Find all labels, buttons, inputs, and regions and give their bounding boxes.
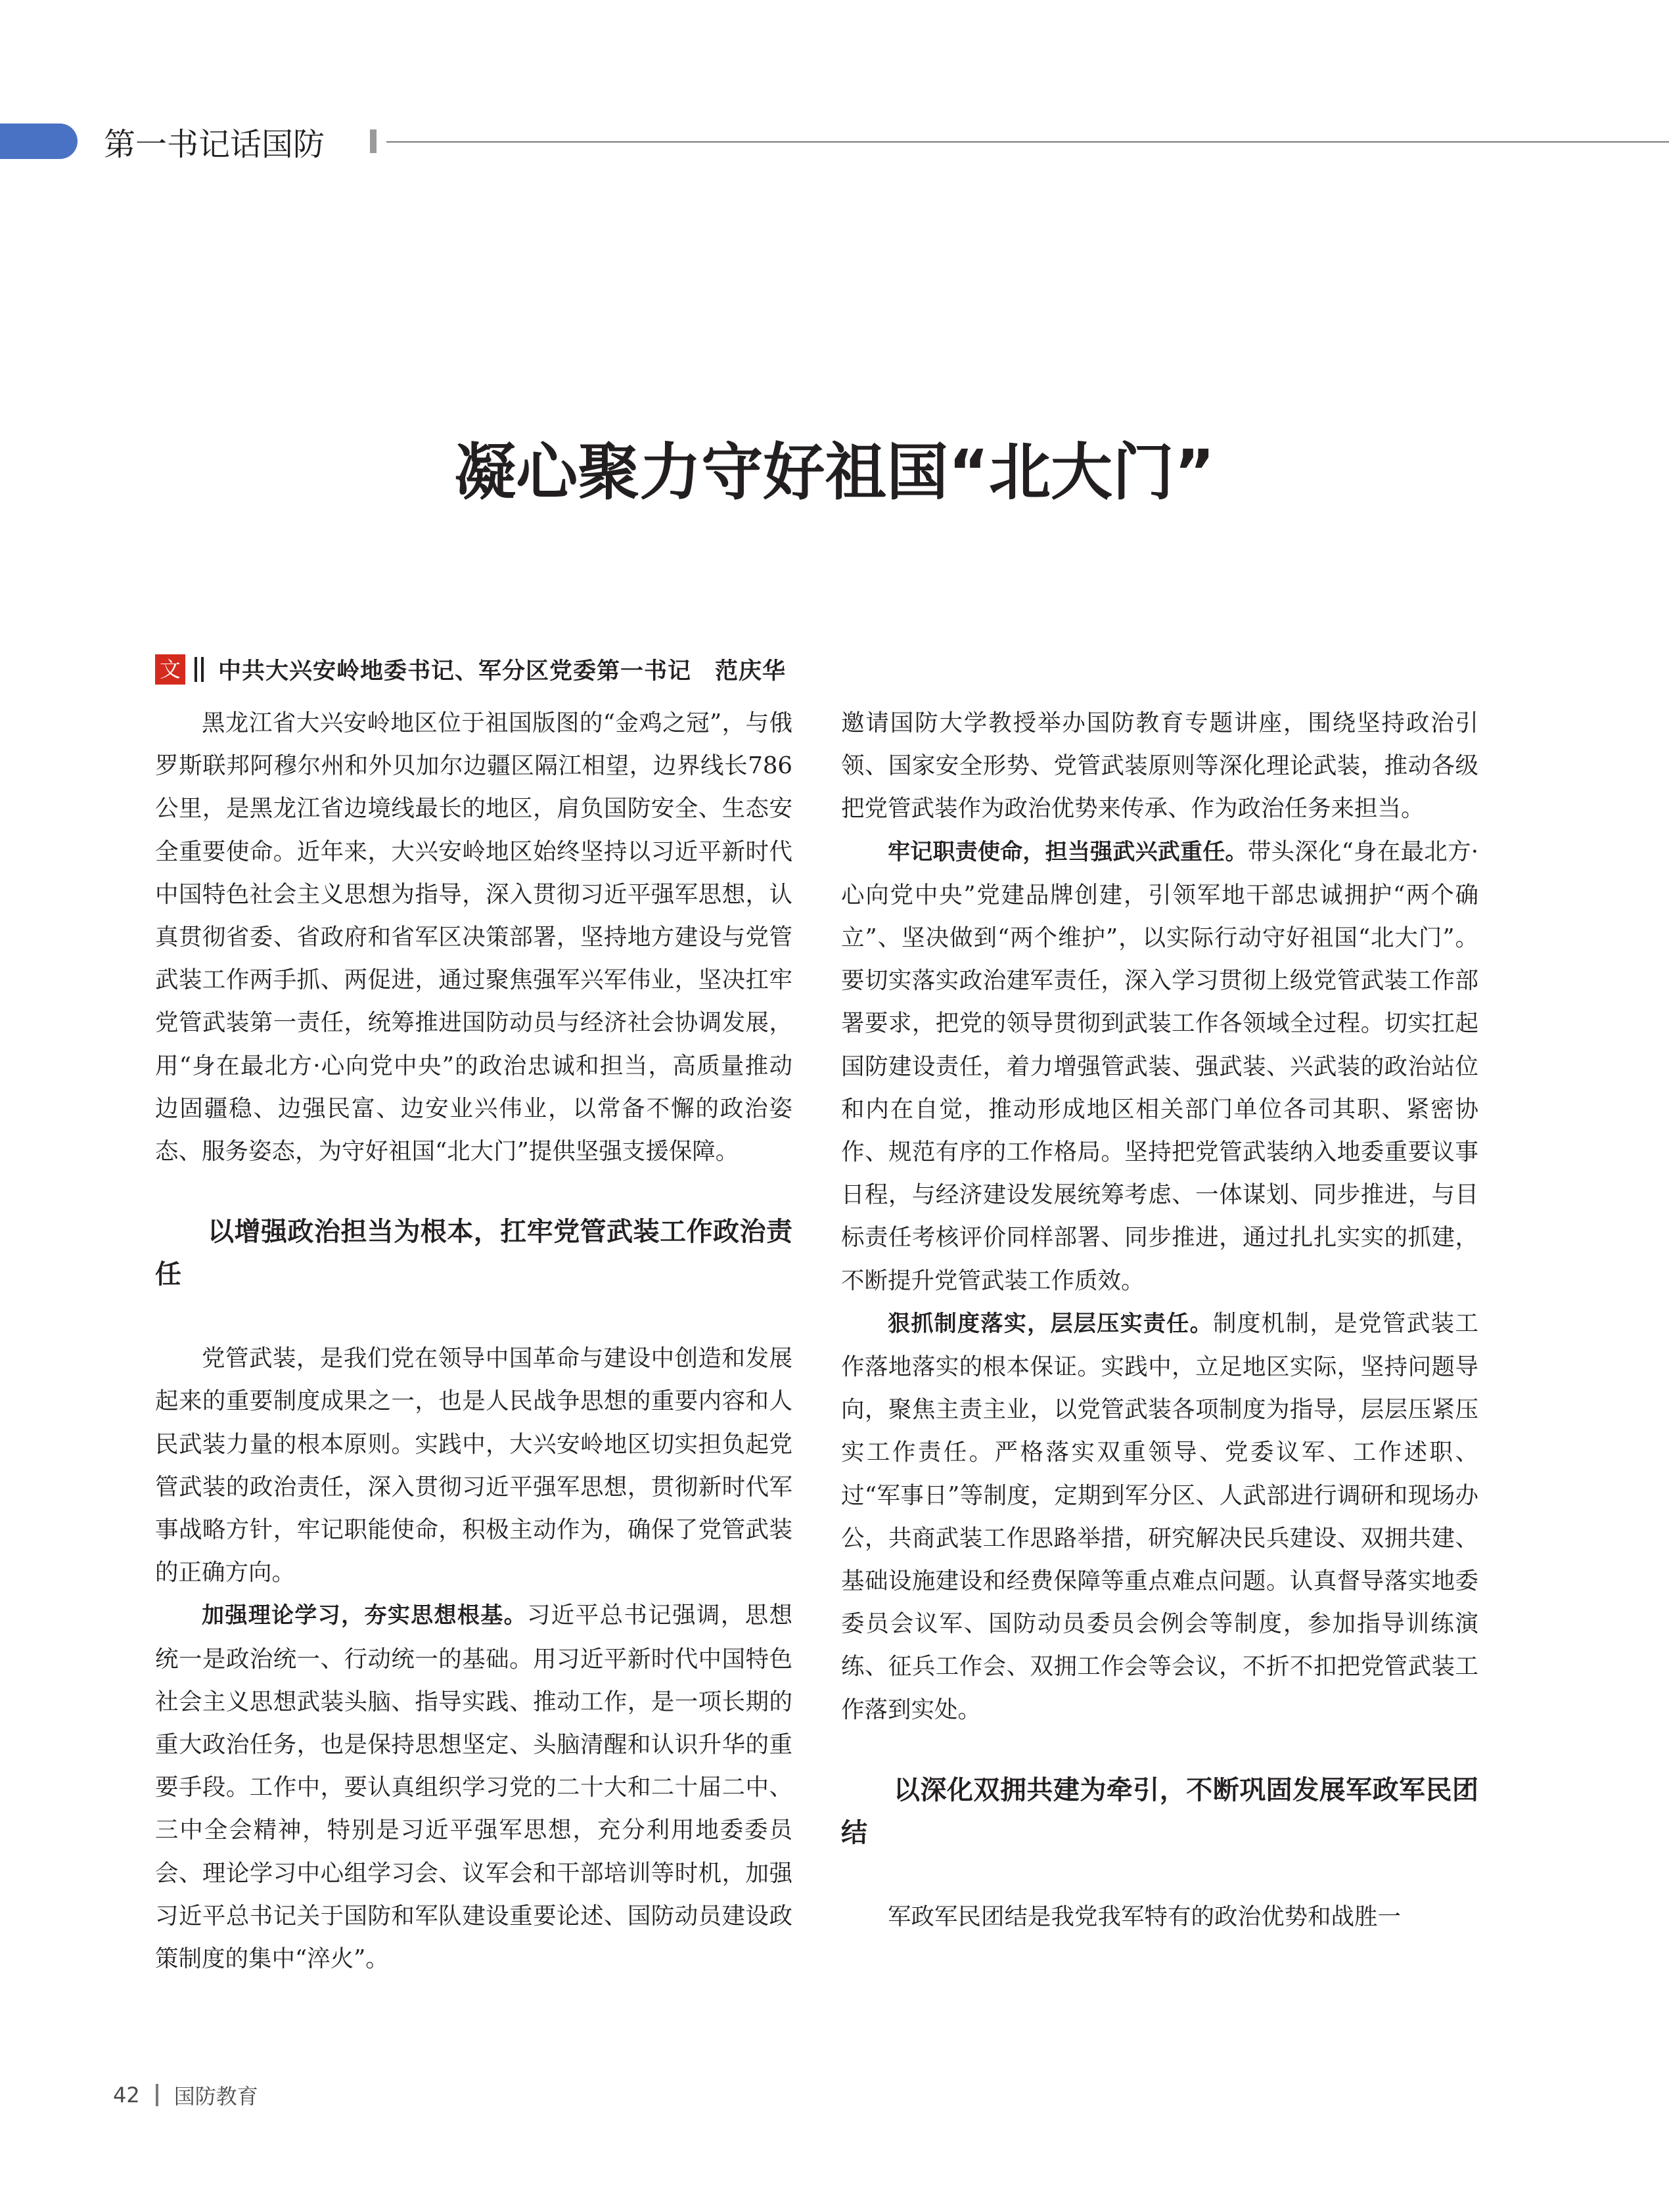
section-header [0,118,1669,171]
section-heading: 以增强政治担当为根本，扛牢党管武装工作政治责任 [155,1217,792,1290]
byline-separator [194,657,197,682]
paragraph-body: 带头深化“身在最北方·心向党中央”党建品牌创建，引领军地干部忠诚拥护“两个确立”、坚决做到“两个维护”，以实际行动守好祖国“北大门”。要切实落实政治建军责任，深入学习贯彻上级党管武装工作部署要求，把党的领导贯彻到武装工作各领域全过程。切实扛起国防建设责任，着力增强管武装、强武装、兴武装的政治站位和内在自觉，推动形成地区相关部门单位各司其职、紧密协作、规范有序的工作格局。坚持把党管武装纳入地委重要议事日程，与经济建设发展统筹考虑、一体谋划、同步推进，与目标责任考核评价同样部署、同步推进，通过扎扎实实的抓建，不断提升党管武装工作质效。 [841,838,1478,1294]
byline [155,653,786,692]
page-number: 42 [113,2083,140,2108]
spacer [841,1855,1478,1895]
section-title-bar [370,129,377,153]
spacer [155,1173,792,1211]
body-paragraph: 军政军民团结是我党我军特有的政治优势和战胜一 [888,1903,1402,1930]
footer-separator [156,2084,158,2106]
section-tab-marker [0,124,78,159]
body-paragraph [155,1594,792,1980]
section-divider-line [386,141,1669,143]
page-footer [113,2080,258,2113]
left-column [155,702,792,1980]
body-paragraph: 党管武装，是我们党在领导中国革命与建设中创造和发展起来的重要制度成果之一，也是人民战争思想的重要内容和人民武装力量的根本原则。实践中，大兴安岭地区切实担负起党管武装的政治责任，深入贯彻习近平强军思想，贯彻新时代军事战略方针，牢记职能使命，积极主动作为，确保了党管武装的正确方向。 [155,1345,792,1587]
intro-paragraph: 黑龙江省大兴安岭地区位于祖国版图的“金鸡之冠”，与俄罗斯联邦阿穆尔州和外贝加尔边疆区隔江相望，边界线长786公里，是黑龙江省边境线最长的地区，肩负国防安全、生态安全重要使命。近年来，大兴安岭地区始终坚持以习近平新时代中国特色社会主义思想为指导，深入贯彻习近平强军思想，认真贯彻省委、省政府和省军区决策部署，坚持地方建设与党管武装工作两手抓、两促进，通过聚焦强军兴军伟业，坚决扛牢党管武装第一责任，统筹推进国防动员与经济社会协调发展，用“身在最北方·心向党中央”的政治忠诚和担当，高质量推动边固疆稳、边强民富、边安业兴伟业，以常备不懈的政治姿态、服务姿态，为守好祖国“北大门”提供坚强支援保障。 [155,710,792,1165]
body-paragraph [841,830,1478,1302]
paragraph-lead: 狠抓制度落实，层层压实责任。 [888,1310,1213,1337]
paragraph-lead: 加强理论学习，夯实思想根基。 [202,1602,527,1629]
spacer [155,1296,792,1337]
byline-separator [201,657,204,682]
article-title: 凝心聚力守好祖国“北大门” [454,437,1215,508]
paragraph-body: 习近平总书记强调，思想统一是政治统一、行动统一的基础。用习近平新时代中国特色社会主义思想武装头脑、指导实践、推动工作，是一项长期的重大政治任务，也是保持思想坚定、头脑清醒和认识升华的重要手段。工作中，要认真组织学习党的二十大和二十届二中、三中全会精神，特别是习近平强军思想，充分利用地委委员会、理论学习中心组学习会、议军会和干部培训等时机，加强习近平总书记关于国防和军队建设重要论述、国防动员建设政策制度的集中“淬火”。 [155,1602,792,1973]
paragraph-body: 制度机制，是党管武装工作落地落实的根本保证。实践中，立足地区实际，坚持问题导向，聚焦主责主业，以党管武装各项制度为指导，层层压紧压实工作责任。严格落实双重领导、党委议军、工作述职、过“军事日”等制度，定期到军分区、人武部进行调研和现场办公，共商武装工作思路举措，研究解决民兵建设、双拥共建、基础设施建设和经费保障等重点难点问题。认真督导落实地委委员会议军、国防动员委员会例会等制度，参加指导训练演练、征兵工作会、双拥工作会等会议，不折不扣把党管武装工作落到实处。 [841,1309,1478,1723]
section-title: 第一书记话国防 [104,126,325,163]
section-heading: 以深化双拥共建为牵引，不断巩固发展军政军民团结 [841,1774,1478,1848]
byline-badge: 文 [155,654,185,685]
body-paragraph [841,1302,1478,1731]
byline-author: 中共大兴安岭地委书记、军分区党委第一书记 范庆华 [218,658,787,685]
continued-paragraph: 邀请国防大学教授举办国防教育专题讲座，围绕坚持政治引领、国家安全形势、党管武装原则等深化理论武装，推动各级把党管武装作为政治优势来传承、作为政治任务来担当。 [841,710,1478,823]
spacer [841,1731,1478,1769]
right-column [841,702,1478,1938]
paragraph-lead: 牢记职责使命，担当强武兴武重任。 [888,838,1248,865]
magazine-name: 国防教育 [173,2084,258,2109]
